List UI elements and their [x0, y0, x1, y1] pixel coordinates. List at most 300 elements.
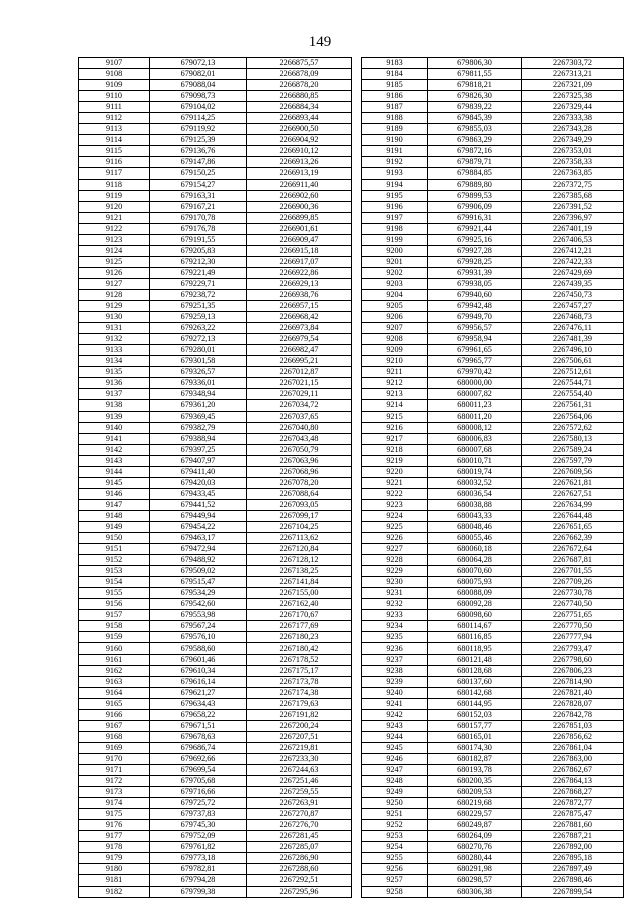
table-row [79, 367, 352, 378]
x-coordinate-cell: 679088,04 [150, 80, 247, 91]
y-coordinate-cell: 2267770,50 [522, 621, 624, 632]
point-number-cell: 9117 [79, 168, 150, 179]
x-coordinate-cell: 679280,01 [150, 345, 247, 356]
table-row [79, 875, 352, 886]
x-coordinate-cell: 680165,01 [428, 731, 522, 742]
x-coordinate-cell: 679205,83 [150, 245, 247, 256]
y-coordinate-cell: 2267740,50 [522, 599, 624, 610]
table-row [79, 201, 352, 212]
point-number-cell: 9208 [362, 334, 428, 345]
y-coordinate-cell: 2267687,81 [522, 555, 624, 566]
table-row [362, 875, 624, 886]
x-coordinate-cell: 680121,48 [428, 654, 522, 665]
y-coordinate-cell: 2267644,48 [522, 510, 624, 521]
x-coordinate-cell: 679251,35 [150, 301, 247, 312]
table-row [362, 621, 624, 632]
y-coordinate-cell: 2267104,25 [247, 521, 352, 532]
table-row [79, 179, 352, 190]
table-row [79, 577, 352, 588]
x-coordinate-cell: 679773,18 [150, 853, 247, 864]
point-number-cell: 9179 [79, 853, 150, 864]
point-number-cell: 9228 [362, 555, 428, 566]
point-number-cell: 9183 [362, 58, 428, 69]
y-coordinate-cell: 2267450,73 [522, 289, 624, 300]
x-coordinate-cell: 679361,20 [150, 400, 247, 411]
table-row [362, 665, 624, 676]
point-number-cell: 9133 [79, 345, 150, 356]
point-number-cell: 9140 [79, 422, 150, 433]
x-coordinate-cell: 679826,30 [428, 91, 522, 102]
point-number-cell: 9120 [79, 201, 150, 212]
table-row [362, 698, 624, 709]
page-number: 149 [308, 34, 332, 50]
x-coordinate-cell: 679411,40 [150, 466, 247, 477]
y-coordinate-cell: 2267662,39 [522, 533, 624, 544]
x-coordinate-cell: 679601,46 [150, 654, 247, 665]
point-number-cell: 9150 [79, 533, 150, 544]
point-number-cell: 9229 [362, 566, 428, 577]
y-coordinate-cell: 2267191,82 [247, 709, 352, 720]
table-row [79, 720, 352, 731]
table-row [362, 278, 624, 289]
point-number-cell: 9251 [362, 809, 428, 820]
point-number-cell: 9248 [362, 776, 428, 787]
x-coordinate-cell: 680152,03 [428, 709, 522, 720]
point-number-cell: 9253 [362, 831, 428, 842]
table-row [362, 510, 624, 521]
table-row [79, 69, 352, 80]
point-number-cell: 9235 [362, 632, 428, 643]
x-coordinate-cell: 679407,97 [150, 455, 247, 466]
y-coordinate-cell: 2267856,62 [522, 731, 624, 742]
x-coordinate-cell: 679163,31 [150, 190, 247, 201]
x-coordinate-cell: 679621,27 [150, 687, 247, 698]
table-row [79, 80, 352, 91]
table-row [362, 157, 624, 168]
x-coordinate-cell: 679752,09 [150, 831, 247, 842]
y-coordinate-cell: 2267259,55 [247, 787, 352, 798]
x-coordinate-cell: 680019,74 [428, 466, 522, 477]
x-coordinate-cell: 680193,78 [428, 765, 522, 776]
point-number-cell: 9176 [79, 820, 150, 831]
y-coordinate-cell: 2267179,63 [247, 698, 352, 709]
x-coordinate-cell: 679906,09 [428, 201, 522, 212]
point-number-cell: 9116 [79, 157, 150, 168]
point-number-cell: 9125 [79, 256, 150, 267]
point-number-cell: 9255 [362, 853, 428, 864]
y-coordinate-cell: 2266973,84 [247, 323, 352, 334]
y-coordinate-cell: 2267170,67 [247, 610, 352, 621]
x-coordinate-cell: 679567,24 [150, 621, 247, 632]
y-coordinate-cell: 2267021,15 [247, 378, 352, 389]
point-number-cell: 9246 [362, 753, 428, 764]
y-coordinate-cell: 2267120,84 [247, 544, 352, 555]
x-coordinate-cell: 679114,25 [150, 113, 247, 124]
x-coordinate-cell: 679794,28 [150, 875, 247, 886]
x-coordinate-cell: 679725,72 [150, 798, 247, 809]
y-coordinate-cell: 2267597,79 [522, 455, 624, 466]
x-coordinate-cell: 679931,39 [428, 267, 522, 278]
point-number-cell: 9134 [79, 356, 150, 367]
table-row [362, 533, 624, 544]
y-coordinate-cell: 2267329,44 [522, 102, 624, 113]
point-number-cell: 9216 [362, 422, 428, 433]
table-row [362, 776, 624, 787]
x-coordinate-cell: 679916,31 [428, 212, 522, 223]
table-row [362, 477, 624, 488]
x-coordinate-cell: 679956,57 [428, 323, 522, 334]
table-row [79, 842, 352, 853]
table-row [79, 798, 352, 809]
point-number-cell: 9232 [362, 599, 428, 610]
y-coordinate-cell: 2266957,15 [247, 301, 352, 312]
y-coordinate-cell: 2267385,68 [522, 190, 624, 201]
x-coordinate-cell: 680038,88 [428, 499, 522, 510]
point-number-cell: 9213 [362, 389, 428, 400]
point-number-cell: 9195 [362, 190, 428, 201]
table-row [362, 820, 624, 831]
x-coordinate-cell: 680075,93 [428, 577, 522, 588]
y-coordinate-cell: 2267863,00 [522, 753, 624, 764]
point-number-cell: 9177 [79, 831, 150, 842]
x-coordinate-cell: 680007,68 [428, 444, 522, 455]
point-number-cell: 9136 [79, 378, 150, 389]
x-coordinate-cell: 680070,60 [428, 566, 522, 577]
point-number-cell: 9166 [79, 709, 150, 720]
point-number-cell: 9197 [362, 212, 428, 223]
table-row [362, 201, 624, 212]
y-coordinate-cell: 2267751,65 [522, 610, 624, 621]
x-coordinate-cell: 679369,45 [150, 411, 247, 422]
point-number-cell: 9250 [362, 798, 428, 809]
point-number-cell: 9243 [362, 720, 428, 731]
table-row [79, 886, 352, 897]
y-coordinate-cell: 2267295,96 [247, 886, 352, 897]
x-coordinate-cell: 679961,65 [428, 345, 522, 356]
point-number-cell: 9182 [79, 886, 150, 897]
table-row [79, 864, 352, 875]
y-coordinate-cell: 2267895,18 [522, 853, 624, 864]
point-number-cell: 9109 [79, 80, 150, 91]
point-number-cell: 9199 [362, 234, 428, 245]
x-coordinate-cell: 680055,46 [428, 533, 522, 544]
x-coordinate-cell: 679921,44 [428, 223, 522, 234]
table-row [79, 521, 352, 532]
table-row [362, 610, 624, 621]
x-coordinate-cell: 679699,54 [150, 765, 247, 776]
x-coordinate-cell: 679348,94 [150, 389, 247, 400]
y-coordinate-cell: 2267162,40 [247, 599, 352, 610]
x-coordinate-cell: 680118,95 [428, 643, 522, 654]
x-coordinate-cell: 680006,83 [428, 433, 522, 444]
x-coordinate-cell: 680137,60 [428, 676, 522, 687]
x-coordinate-cell: 680219,68 [428, 798, 522, 809]
y-coordinate-cell: 2267276,70 [247, 820, 352, 831]
y-coordinate-cell: 2267263,91 [247, 798, 352, 809]
table-row [79, 776, 352, 787]
table-row [79, 190, 352, 201]
table-row [362, 588, 624, 599]
y-coordinate-cell: 2267093,05 [247, 499, 352, 510]
point-number-cell: 9149 [79, 521, 150, 532]
table-row [79, 267, 352, 278]
point-number-cell: 9205 [362, 301, 428, 312]
table-row [79, 742, 352, 753]
point-number-cell: 9245 [362, 742, 428, 753]
y-coordinate-cell: 2267898,46 [522, 875, 624, 886]
x-coordinate-cell: 679488,92 [150, 555, 247, 566]
x-coordinate-cell: 679104,02 [150, 102, 247, 113]
x-coordinate-cell: 680280,44 [428, 853, 522, 864]
x-coordinate-cell: 680142,68 [428, 687, 522, 698]
point-number-cell: 9157 [79, 610, 150, 621]
x-coordinate-cell: 679938,05 [428, 278, 522, 289]
x-coordinate-cell: 679658,22 [150, 709, 247, 720]
point-number-cell: 9230 [362, 577, 428, 588]
y-coordinate-cell: 2267892,00 [522, 842, 624, 853]
y-coordinate-cell: 2266893,44 [247, 113, 352, 124]
y-coordinate-cell: 2267288,60 [247, 864, 352, 875]
x-coordinate-cell: 679806,30 [428, 58, 522, 69]
table-row [362, 488, 624, 499]
y-coordinate-cell: 2267806,23 [522, 665, 624, 676]
x-coordinate-cell: 679382,79 [150, 422, 247, 433]
table-row [362, 798, 624, 809]
table-row [362, 124, 624, 135]
x-coordinate-cell: 679454,22 [150, 521, 247, 532]
table-row [362, 886, 624, 897]
y-coordinate-cell: 2267372,75 [522, 179, 624, 190]
point-number-cell: 9135 [79, 367, 150, 378]
x-coordinate-cell: 679082,01 [150, 69, 247, 80]
table-row [79, 588, 352, 599]
table-row [79, 345, 352, 356]
y-coordinate-cell: 2266911,40 [247, 179, 352, 190]
table-row [362, 444, 624, 455]
point-number-cell: 9212 [362, 378, 428, 389]
x-coordinate-cell: 679534,29 [150, 588, 247, 599]
point-number-cell: 9132 [79, 334, 150, 345]
table-row [362, 599, 624, 610]
y-coordinate-cell: 2267012,87 [247, 367, 352, 378]
point-number-cell: 9242 [362, 709, 428, 720]
table-row [362, 356, 624, 367]
y-coordinate-cell: 2267141,84 [247, 577, 352, 588]
point-number-cell: 9252 [362, 820, 428, 831]
point-number-cell: 9236 [362, 643, 428, 654]
table-row [79, 599, 352, 610]
table-row [79, 820, 352, 831]
table-row [362, 731, 624, 742]
x-coordinate-cell: 680182,87 [428, 753, 522, 764]
point-number-cell: 9114 [79, 135, 150, 146]
x-coordinate-cell: 680116,85 [428, 632, 522, 643]
table-row [362, 301, 624, 312]
x-coordinate-cell: 679634,43 [150, 698, 247, 709]
y-coordinate-cell: 2267313,21 [522, 69, 624, 80]
table-row [79, 566, 352, 577]
table-row [362, 676, 624, 687]
table-row [362, 499, 624, 510]
point-number-cell: 9171 [79, 765, 150, 776]
table-row [362, 102, 624, 113]
x-coordinate-cell: 680000,00 [428, 378, 522, 389]
point-number-cell: 9202 [362, 267, 428, 278]
x-coordinate-cell: 679965,77 [428, 356, 522, 367]
x-coordinate-cell: 680088,09 [428, 588, 522, 599]
table-row [79, 301, 352, 312]
x-coordinate-cell: 680298,57 [428, 875, 522, 886]
x-coordinate-cell: 680092,28 [428, 599, 522, 610]
y-coordinate-cell: 2267868,27 [522, 787, 624, 798]
y-coordinate-cell: 2267672,64 [522, 544, 624, 555]
table-row [362, 643, 624, 654]
table-row [362, 378, 624, 389]
x-coordinate-cell: 679449,94 [150, 510, 247, 521]
x-coordinate-cell: 679799,38 [150, 886, 247, 897]
table-row [79, 665, 352, 676]
y-coordinate-cell: 2267572,62 [522, 422, 624, 433]
x-coordinate-cell: 680249,87 [428, 820, 522, 831]
y-coordinate-cell: 2267580,13 [522, 433, 624, 444]
x-coordinate-cell: 679958,94 [428, 334, 522, 345]
table-row [362, 91, 624, 102]
y-coordinate-cell: 2267887,21 [522, 831, 624, 842]
point-number-cell: 9240 [362, 687, 428, 698]
y-coordinate-cell: 2267798,60 [522, 654, 624, 665]
table-row [79, 135, 352, 146]
y-coordinate-cell: 2267358,33 [522, 157, 624, 168]
table-row [362, 687, 624, 698]
x-coordinate-cell: 679616,14 [150, 676, 247, 687]
table-row [79, 312, 352, 323]
table-row [362, 367, 624, 378]
x-coordinate-cell: 680291,98 [428, 864, 522, 875]
x-coordinate-cell: 680064,28 [428, 555, 522, 566]
x-coordinate-cell: 679553,98 [150, 610, 247, 621]
x-coordinate-cell: 679433,45 [150, 488, 247, 499]
y-coordinate-cell: 2267034,72 [247, 400, 352, 411]
point-number-cell: 9214 [362, 400, 428, 411]
x-coordinate-cell: 680011,23 [428, 400, 522, 411]
x-coordinate-cell: 680048,46 [428, 521, 522, 532]
point-number-cell: 9165 [79, 698, 150, 709]
point-number-cell: 9154 [79, 577, 150, 588]
table-row [362, 289, 624, 300]
table-row [79, 455, 352, 466]
point-number-cell: 9158 [79, 621, 150, 632]
x-coordinate-cell: 679737,83 [150, 809, 247, 820]
x-coordinate-cell: 679259,13 [150, 312, 247, 323]
y-coordinate-cell: 2267251,46 [247, 776, 352, 787]
table-row [79, 643, 352, 654]
table-row [362, 632, 624, 643]
x-coordinate-cell: 680032,52 [428, 477, 522, 488]
table-row [362, 654, 624, 665]
x-coordinate-cell: 680060,18 [428, 544, 522, 555]
point-number-cell: 9141 [79, 433, 150, 444]
table-row [79, 157, 352, 168]
point-number-cell: 9247 [362, 765, 428, 776]
point-number-cell: 9258 [362, 886, 428, 897]
y-coordinate-cell: 2267828,07 [522, 698, 624, 709]
table-row [362, 742, 624, 753]
table-row [79, 787, 352, 798]
x-coordinate-cell: 679889,80 [428, 179, 522, 190]
y-coordinate-cell: 2267029,11 [247, 389, 352, 400]
x-coordinate-cell: 679845,39 [428, 113, 522, 124]
coordinates-table-right [361, 57, 624, 898]
y-coordinate-cell: 2267861,04 [522, 742, 624, 753]
y-coordinate-cell: 2266904,92 [247, 135, 352, 146]
point-number-cell: 9164 [79, 687, 150, 698]
y-coordinate-cell: 2267564,06 [522, 411, 624, 422]
y-coordinate-cell: 2267512,61 [522, 367, 624, 378]
point-number-cell: 9153 [79, 566, 150, 577]
y-coordinate-cell: 2267864,13 [522, 776, 624, 787]
point-number-cell: 9127 [79, 278, 150, 289]
table-row [362, 765, 624, 776]
y-coordinate-cell: 2267621,81 [522, 477, 624, 488]
y-coordinate-cell: 2267068,96 [247, 466, 352, 477]
y-coordinate-cell: 2267050,79 [247, 444, 352, 455]
point-number-cell: 9201 [362, 256, 428, 267]
y-coordinate-cell: 2267872,77 [522, 798, 624, 809]
y-coordinate-cell: 2267063,96 [247, 455, 352, 466]
y-coordinate-cell: 2267343,28 [522, 124, 624, 135]
x-coordinate-cell: 679872,16 [428, 146, 522, 157]
point-number-cell: 9211 [362, 367, 428, 378]
table-row [362, 555, 624, 566]
point-number-cell: 9142 [79, 444, 150, 455]
point-number-cell: 9115 [79, 146, 150, 157]
point-number-cell: 9137 [79, 389, 150, 400]
y-coordinate-cell: 2266902,60 [247, 190, 352, 201]
y-coordinate-cell: 2267401,19 [522, 223, 624, 234]
y-coordinate-cell: 2267285,07 [247, 842, 352, 853]
point-number-cell: 9198 [362, 223, 428, 234]
table-row [362, 709, 624, 720]
x-coordinate-cell: 679782,81 [150, 864, 247, 875]
y-coordinate-cell: 2267175,17 [247, 665, 352, 676]
x-coordinate-cell: 679811,55 [428, 69, 522, 80]
x-coordinate-cell: 679263,22 [150, 323, 247, 334]
y-coordinate-cell: 2267281,45 [247, 831, 352, 842]
point-number-cell: 9129 [79, 301, 150, 312]
table-row [79, 687, 352, 698]
table-row [79, 610, 352, 621]
y-coordinate-cell: 2266880,85 [247, 91, 352, 102]
point-number-cell: 9200 [362, 245, 428, 256]
coordinates-table-left [78, 57, 352, 898]
x-coordinate-cell: 680036,54 [428, 488, 522, 499]
table-row [79, 632, 352, 643]
point-number-cell: 9160 [79, 643, 150, 654]
table-row [362, 864, 624, 875]
table-row [79, 654, 352, 665]
table-row [79, 433, 352, 444]
point-number-cell: 9126 [79, 267, 150, 278]
y-coordinate-cell: 2267349,29 [522, 135, 624, 146]
y-coordinate-cell: 2267200,24 [247, 720, 352, 731]
y-coordinate-cell: 2267043,48 [247, 433, 352, 444]
point-number-cell: 9223 [362, 499, 428, 510]
y-coordinate-cell: 2267099,17 [247, 510, 352, 521]
y-coordinate-cell: 2266875,57 [247, 58, 352, 69]
x-coordinate-cell: 680008,12 [428, 422, 522, 433]
x-coordinate-cell: 680007,82 [428, 389, 522, 400]
y-coordinate-cell: 2267777,94 [522, 632, 624, 643]
